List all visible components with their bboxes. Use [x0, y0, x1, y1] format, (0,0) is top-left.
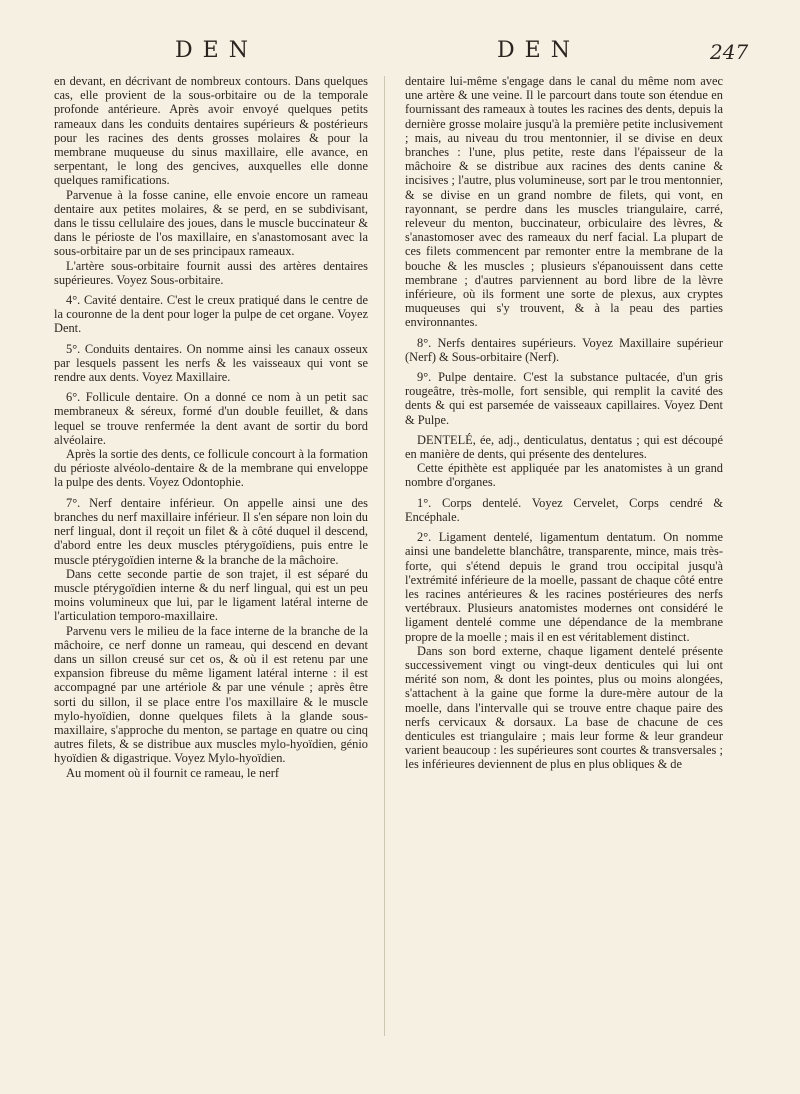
entry-headword-paragraph: DENTELÉ, ée, adj., denticulatus, dentatus ; qui est découpé en manière de dents, qui présente des dentelures.: [405, 432, 723, 462]
paragraph: Dans son bord externe, chaque ligament dentelé présente successivement vingt ou vingt-deux denticules qui lui ont mérité son nom, & dont les pointes, plus ou moins alongées, s'attachent à la gaine que forme la dure-mère autour de la moelle, dans l'intervalle qui se trouve entre chaque paire des nerfs cervicaux & dorsaux. La base de chacune de ces denticules est triangulaire ; mais leur forme & leur grandeur varient beaucoup : les supérieures sont courtes & transversales ; les inférieures deviennent de plus en plus obliques & de: [405, 643, 723, 772]
paragraph: Cette épithète est appliquée par les anatomistes à un grand nombre d'organes.: [405, 461, 723, 490]
paragraph: Au moment où il fournit ce rameau, le nerf: [66, 765, 279, 780]
paragraph: 1°. Corps dentelé. Voyez Cervelet, Corps cendré & Encéphale.: [405, 495, 723, 524]
paragraph: Dans cette seconde partie de son trajet, il est séparé du muscle ptérygoïdien interne & du nerf lingual, qui est un peu moins volumineux que lui, par le ligament latéral interne de l'articulation temporo-maxillaire.: [54, 566, 368, 624]
paragraph: 4°. Cavité dentaire. C'est le creux pratiqué dans le centre de la couronne de la dent pour loger la pulpe de cet organe. Voyez Dent.: [54, 293, 368, 336]
column-divider: [384, 76, 385, 1036]
paragraph: 5°. Conduits dentaires. On nomme ainsi les canaux osseux par lesquels passent les nerfs & les vaisseaux qui vont se rendre aux dents. Voyez Maxillaire.: [54, 341, 368, 385]
paragraph: Parvenu vers le milieu de la face interne de la branche de la mâchoire, ce nerf donne un rameau, qui descend en devant dans un sillon creusé sur cet os, & où il est retenu par une expansion fibreuse du même ligament latéral interne : il est accompagné par une artériole & par une vénule ; après être sorti du sillon, il se place entre l'os maxillaire & le muscle mylo-hyoïdien, donne quelques filets à la glande sous-maxillaire, s'approche du menton, se partage en quatre ou cinq autres filets, & se distribue aux muscles mylo-hyoïdien, génio hyoïdien & digastrique. Voyez Mylo-hyoïdien.: [54, 623, 368, 766]
paragraph: 2°. Ligament dentelé, ligamentum dentatum. On nomme ainsi une bandelette blanchâtre, transparente, mince, mais très-forte, qui s'étend depuis le grand trou occipital jusqu'à l'extrémité inférieure de la moelle, passant de chaque côté entre les racines antérieures & les racines postérieures des nerfs vertébraux. Plusieurs anatomistes modernes ont considéré le ligament dentelé comme une dépendance de la membrane propre de la moelle ; mais il en est véritablement distinct.: [405, 530, 723, 644]
running-header: [0, 38, 800, 68]
paragraph: en devant, en décrivant de nombreux contours. Dans quelques cas, elle provient de la sous-orbitaire ou de la temporale profonde antérieure. Après avoir envoyé quelques petits rameaux dans les conduits dentaires supérieurs & postérieurs pour les racines des dents grosses molaires & pour la membrane muqueuse du sinus maxillaire, elle avance, en serpentant, le long des gencives, auxquelles elle donne quelques ramifications.: [54, 74, 368, 188]
paragraph: L'artère sous-orbitaire fournit aussi des artères dentaires supérieures. Voyez Sous-orbitaire.: [54, 258, 368, 287]
right-column: [405, 74, 723, 772]
header-right-title: DEN: [497, 38, 580, 63]
header-left-title: DEN: [175, 38, 258, 63]
paragraph: 9°. Pulpe dentaire. C'est la substance pultacée, d'un gris rougeâtre, très-molle, fort sensible, qui remplit la cavité des dents & qui est parsemée de vaisseaux capillaires. Voyez Dent & Pulpe.: [405, 370, 723, 427]
paragraph: 6°. Follicule dentaire. On a donné ce nom à un petit sac membraneux & séreux, formé d'un double feuillet, & dans lequel se trouve renfermée la dent avant de sortir du bord alvéolaire.: [54, 390, 368, 447]
page-number: 247: [710, 40, 749, 64]
paragraph: Parvenue à la fosse canine, elle envoie encore un rameau dentaire aux petites molaires, & se perd, en se subdivisant, dans le tissu cellulaire des joues, dans le muscle buccinateur & dans le périoste de l'os maxillaire, en s'anastomosant avec la sous-orbitaire par un de ses principaux rameaux.: [54, 187, 368, 259]
paragraph: 7°. Nerf dentaire inférieur. On appelle ainsi une des branches du nerf maxillaire inférieur. Il s'en sépare non loin du nerf lingual, dont il reçoit un filet & à côté duquel il descend, d'abord entre les deux muscles ptérygoïdiens, puis entre le muscle ptérygoïdien interne & la branche de la mâchoire.: [54, 495, 368, 567]
left-column: [54, 74, 368, 780]
paragraph: dentaire lui-même s'engage dans le canal du même nom avec une artère & une veine. Il le parcourt dans toute son étendue en fournissant des rameaux à toutes les racines des dents, depuis la dernière grosse molaire jusqu'à la première petite inclusivement ; mais, au niveau du trou mentonnier, il se divise en deux branches : l'une, plus petite, reste dans l'épaisseur de la mâchoire & se distribue aux racines des dents canine & incisives ; l'autre, plus volumineuse, sort par le trou mentonnier, & se divise en un grand nombre de filets, qui vont, en rayonnant, se perdre dans les muscles triangulaire, carré, releveur du menton, buccinateur, orbiculaire des lèvres, & s'anastomoser avec des rameaux du nerf facial. La plupart de ces filets commencent par remonter entre la membrane de la bouche & les muscles ; plusieurs s'épanouissent dans cette membrane ; d'autres parviennent au bord libre de la lèvre inférieure, où ils forment une sorte de plexus, aux cryptes muqueuses qui s'y trouvent, & à la peau des parties environnantes.: [405, 74, 723, 330]
paragraph: Après la sortie des dents, ce follicule concourt à la formation du périoste alvéolo-dentaire & de la membrane qui enveloppe la pulpe des dents. Voyez Odontophie.: [54, 447, 368, 490]
paragraph: 8°. Nerfs dentaires supérieurs. Voyez Maxillaire supérieur (Nerf) & Sous-orbitaire (Nerf).: [405, 335, 723, 364]
